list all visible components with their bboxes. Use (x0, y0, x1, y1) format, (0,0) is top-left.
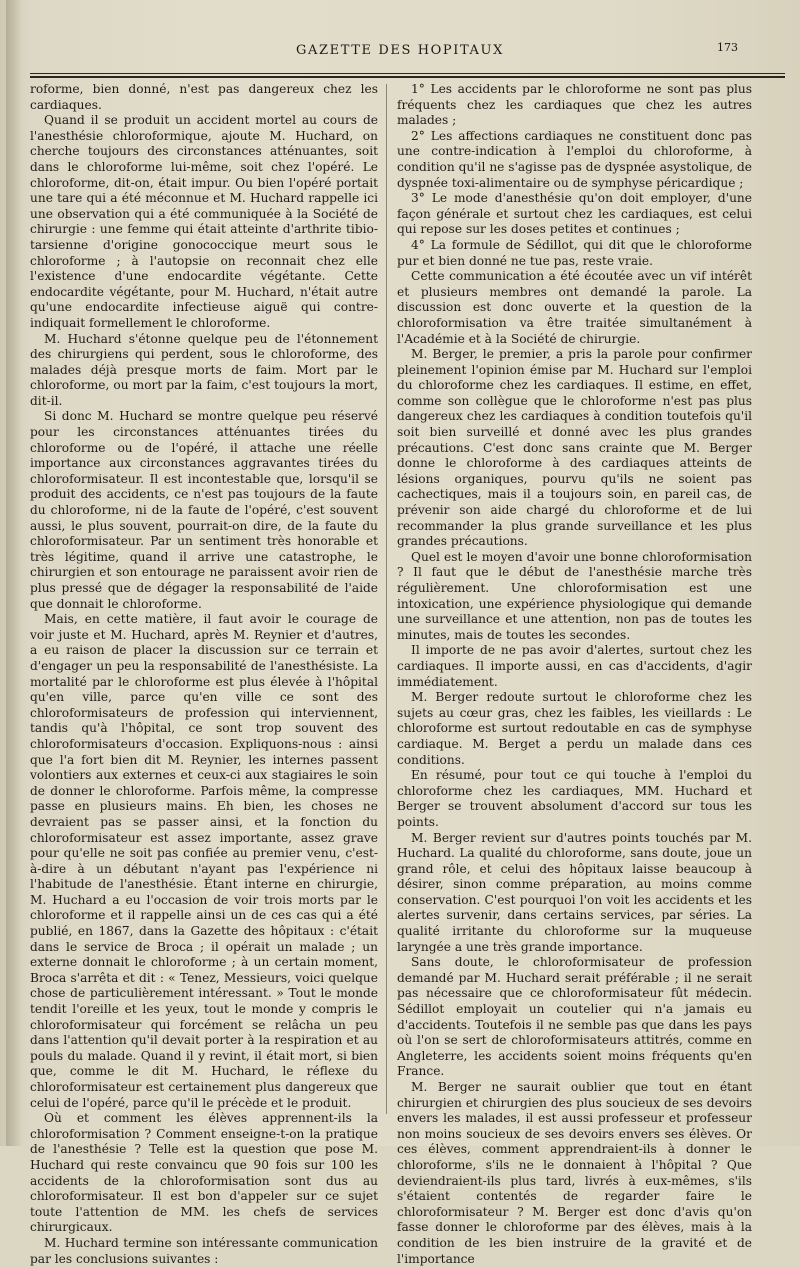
paragraph: Il importe de ne pas avoir d'alertes, surtout chez les cardiaques. Il importe aussi, en cas d'accidents, d'agir immédiatement. (397, 643, 752, 689)
right-column (397, 82, 752, 1267)
binding-shadow (6, 0, 22, 1146)
paragraph: M. Berger, le premier, a pris la parole pour confirmer pleinement l'opinion émise par M. Huchard sur l'emploi du chloroforme chez les cardiaques. Il estime, en effet, comme son collègue que le chloroforme n'est pas plus dangereux chez les cardiaques à condition toutefois qu'il soit bien surveillé et donné avec les plus grandes précautions. C'est donc sans crainte que M. Berger donne le chloroforme à des cardiaques atteints de lésions organiques, pourvu qu'ils ne soient pas cachectiques, mais il a toujours soin, en pareil cas, de prévenir son aide chargé du chloroforme et de lui recommander la plus grande surveillance et les plus grandes précautions. (397, 347, 752, 549)
conclusion-item: 3° Le mode d'anesthésie qu'on doit employer, d'une façon générale et surtout chez les cardiaques, est celui qui repose sur les doses petites et continues ; (397, 191, 752, 237)
paragraph: Sans doute, le chloroformisateur de profession demandé par M. Huchard serait préférable ; il ne serait pas nécessaire que ce chloroformisateur fût médecin. Sédillot employait un coutelier qui n'a jamais eu d'accidents. Toutefois il ne semble pas que dans les pays où l'on se sert de chloroformisateurs attitrés, comme en Angleterre, les accidents soient moins fréquents qu'en France. (397, 955, 752, 1079)
page-number: 173 (717, 41, 738, 54)
paragraph: Cette communication a été écoutée avec un vif intérêt et plusieurs membres ont demandé la parole. La discussion est donc ouverte et la question de la chloroformisation va être traitée simultanément à l'Académie et à la Société de chirurgie. (397, 269, 752, 346)
running-title: GAZETTE DES HOPITAUX (296, 43, 504, 58)
conclusion-item: 2° Les affections cardiaques ne constituent donc pas une contre-indication à l'emploi du chloroforme, à condition qu'il ne s'agisse pas de dyspnée asystolique, de dyspnée toxi-alimentaire ou de symphyse péricardique ; (397, 128, 752, 190)
header-rule-thick (30, 76, 785, 78)
paragraph: Quel est le moyen d'avoir une bonne chloroformisation ? Il faut que le début de l'anesthésie marche très régulièrement. Une chloroformisation est une intoxication, une expérience physiologique qui demande une surveillance et une attention, non pas de toutes les minutes, mais de toutes les secondes. (397, 549, 752, 642)
paragraph: M. Huchard s'étonne quelque peu de l'étonnement des chirurgiens qui perdent, sous le chloroforme, des malades déjà presque morts de faim. Mort par le chloroforme, ou mort par la faim, c'est toujours la mort, dit-il. (30, 331, 378, 408)
paragraph: En résumé, pour tout ce qui touche à l'emploi du chloroforme chez les cardiaques, MM. Huchard et Berger se trouvent absolument d'accord sur tous les points. (397, 768, 752, 829)
page-header (0, 37, 800, 67)
paragraph: M. Berger redoute surtout le chloroforme chez les sujets au cœur gras, chez les faibles, les vieillards : Le chloroforme est surtout redoutable en cas de symphyse cardiaque. M. Berget a perdu un malade dans ces conditions. (397, 690, 752, 767)
left-column (30, 82, 378, 1267)
paragraph: Mais, en cette matière, il faut avoir le courage de voir juste et M. Huchard, après M. Reynier et d'autres, a eu raison de placer la discussion sur ce terrain et d'engager un peu la responsabilité de l'anesthésiste. La mortalité par le chloroforme est plus élevée à l'hôpital qu'en ville, parce qu'en ville ce sont des chloroformisateurs de profession qui interviennent, tandis qu'à l'hôpital, ce sont trop souvent des chloroformisateurs d'occasion. Expliquons-nous : ainsi que l'a fort bien dit M. Reynier, les internes passent volontiers aux externes et ceux-ci aux stagiaires le soin de donner le chloroforme. Parfois même, la compresse passe en plusieurs mains. Eh bien, les choses ne devraient pas se passer ainsi, et la fonction du chloroformisateur est assez importante, assez grave pour qu'elle ne soit pas confiée au premier venu, c'est-à-dire à un débutant n'ayant pas l'expérience ni l'habitude de l'anesthésie. Étant interne en chirurgie, M. Huchard a eu l'occasion de voir trois morts par le chloroforme et il rappelle ainsi un de ces cas qui a été publié, en 1867, dans la Gazette des hôpitaux : c'était dans le service de Broca ; il opérait un malade ; un externe donnait le chloroforme ; à un certain moment, Broca s'arrêta et dit : « Tenez, Messieurs, voici quelque chose de particulièrement intéressant. » Tout le monde tendit l'oreille et les yeux, tout le monde y compris le chloroformisateur qui forcément se relâcha un peu dans l'attention qu'il devait porter à la respiration et au pouls du malade. Quand il y revint, il était mort, si bien que, comme le dit M. Huchard, le réflexe du chloroformisateur est certainement plus dangereux que celui de l'opéré, parce qu'il le précède et le produit. (30, 612, 378, 1110)
paragraph: M. Berger revient sur d'autres points touchés par M. Huchard. La qualité du chloroforme, sans doute, joue un grand rôle, et celui des hôpitaux laisse beaucoup à désirer, sinon comme préparation, au moins comme conservation. C'est pourquoi l'on voit les accidents et les alertes survenir, dans certains services, par séries. La qualité irritante du chloroforme sur la muqueuse laryngée a une très grande importance. (397, 830, 752, 954)
paragraph: Si donc M. Huchard se montre quelque peu réservé pour les circonstances atténuantes tirées du chloroforme ou de l'opéré, il attache une réelle importance aux circonstances aggravantes tirées du chloroformisateur. Il est incontestable que, lorsqu'il se produit des accidents, ce n'est pas toujours de la faute du chloroforme, ni de la faute de l'opéré, c'est souvent aussi, le plus souvent, pourrait-on dire, de la faute du chloroformisateur. Par un sentiment très honorable et très légitime, quand il arrive une catastrophe, le chirurgien et son entourage ne paraissent avoir rien de plus pressé que de dégager la responsabilité de l'aide que donnait le chloroforme. (30, 409, 378, 611)
column-divider (386, 84, 387, 1114)
paragraph: roforme, bien donné, n'est pas dangereux chez les cardiaques. (30, 82, 378, 112)
conclusion-item: 1° Les accidents par le chloroforme ne sont pas plus fréquents chez les cardiaques que chez les autres malades ; (397, 82, 752, 128)
conclusion-item: 4° La formule de Sédillot, qui dit que le chloroforme pur et bien donné ne tue pas, reste vraie. (397, 237, 752, 268)
paragraph: M. Berger ne saurait oublier que tout en étant chirurgien et chirurgien des plus soucieux de ses devoirs envers les malades, il est aussi professeur et professeur non moins soucieux de ses devoirs envers ses élèves. Or ces élèves, comment apprendraient-ils à donner le chloroforme, s'ils ne le donnaient à l'hôpital ? Que deviendraient-ils plus tard, livrés à eux-mêmes, s'ils s'étaient contentés de regarder faire le chloroformisateur ? M. Berger est donc d'avis qu'on fasse donner le chloroforme par des élèves, mais à la condition de les bien instruire de la gravité et de l'importance (397, 1080, 752, 1266)
header-rule (30, 73, 785, 74)
paragraph: Où et comment les élèves apprennent-ils la chloroformisation ? Comment enseigne-t-on la pratique de l'anesthésie ? Telle est la question que pose M. Huchard qui reste convaincu que 90 fois sur 100 les accidents de la chloroformisation sont dus au chloroformisateur. Il est bon d'appeler sur ce sujet toute l'attention de MM. les chefs de services chirurgicaux. (30, 1111, 378, 1235)
paragraph: Quand il se produit un accident mortel au cours de l'anesthésie chloroformique, ajoute M. Huchard, on cherche toujours des circonstances atténuantes, soit dans le chloroforme lui-même, soit chez l'opéré. Le chloroforme, dit-on, était impur. Ou bien l'opéré portait une tare qui a été méconnue et M. Huchard rappelle ici une observation qui a été communiquée à la Société de chirurgie : une femme qui était atteinte d'arthrite tibio-tarsienne d'origine gonococcique meurt sous le chloroforme ; à l'autopsie on reconnait chez elle l'existence d'une endocardite végétante. Cette endocardite végétante, pour M. Huchard, n'était autre qu'une endocardite infectieuse aiguë qui contre-indiquait formellement le chloroforme. (30, 113, 378, 330)
paragraph: M. Huchard termine son intéressante communication par les conclusions suivantes : (30, 1235, 378, 1266)
